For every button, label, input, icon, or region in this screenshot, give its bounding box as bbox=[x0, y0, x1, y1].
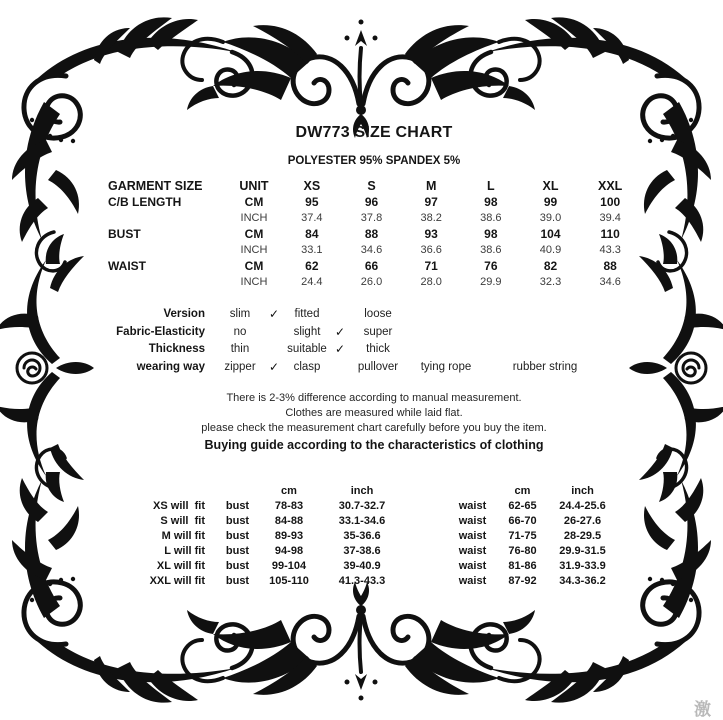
inch-range: 39-40.9 bbox=[343, 560, 381, 572]
fit-label: M will fit bbox=[161, 530, 205, 542]
size-value: 99 bbox=[543, 195, 558, 209]
waist-guide-row bbox=[445, 559, 620, 574]
size-value: 39.4 bbox=[599, 212, 621, 224]
cm-range: 76-80 bbox=[508, 545, 537, 557]
measure-label: waist bbox=[458, 530, 487, 542]
inch-range: 31.9-33.9 bbox=[559, 560, 606, 572]
size-value: 62 bbox=[305, 259, 319, 273]
size-column-header: M bbox=[425, 179, 437, 193]
unit-cell: INCH bbox=[240, 244, 268, 256]
waist-guide-row bbox=[445, 529, 620, 544]
page-title: DW773 SIZE CHART bbox=[295, 124, 453, 141]
size-column-header: S bbox=[367, 179, 376, 193]
size-value: 76 bbox=[484, 259, 498, 273]
attribute-row bbox=[108, 306, 640, 324]
attribute-label: Version bbox=[163, 308, 205, 320]
size-table-header-row bbox=[108, 178, 640, 194]
cm-column-header: cm bbox=[514, 485, 531, 497]
size-column-header: L bbox=[487, 179, 495, 193]
size-value: 100 bbox=[600, 195, 621, 209]
measurement-label: C/B LENGTH bbox=[108, 195, 182, 209]
inch-column-header: inch bbox=[571, 485, 594, 497]
size-value: 96 bbox=[364, 195, 379, 209]
size-value: 88 bbox=[364, 227, 379, 241]
cm-range: 99-104 bbox=[271, 560, 307, 572]
size-value: 33.1 bbox=[301, 244, 323, 256]
size-table-row bbox=[108, 226, 640, 242]
size-table-row bbox=[108, 274, 640, 290]
inch-range: 37-38.6 bbox=[343, 545, 381, 557]
buying-guide-section bbox=[108, 484, 620, 589]
attribute-option: slim bbox=[229, 308, 251, 320]
cm-column-header: cm bbox=[281, 485, 297, 497]
attribute-option: tying rope bbox=[420, 360, 472, 373]
size-column-header: XL bbox=[542, 179, 559, 193]
guide-header-row bbox=[108, 484, 406, 499]
inch-range: 28-29.5 bbox=[563, 530, 602, 542]
inch-range: 29.9-31.5 bbox=[559, 545, 606, 557]
measure-label: bust bbox=[225, 515, 250, 527]
note-line: Clothes are measured while laid flat. bbox=[285, 407, 463, 419]
guide-header-spacer bbox=[108, 484, 215, 499]
size-table-row bbox=[108, 242, 640, 258]
fit-label: S will fit bbox=[160, 515, 205, 527]
guide-header-spacer bbox=[215, 484, 260, 499]
attribute-row bbox=[108, 324, 640, 342]
bust-guide-row bbox=[108, 559, 406, 574]
unit-header: UNIT bbox=[239, 179, 269, 193]
attribute-option: no bbox=[233, 325, 247, 338]
guide-header-row bbox=[445, 484, 620, 499]
size-value: 82 bbox=[543, 259, 558, 273]
size-table-row bbox=[108, 258, 640, 274]
attributes-table bbox=[108, 306, 640, 376]
size-value: 98 bbox=[484, 195, 498, 209]
size-value: 98 bbox=[484, 227, 498, 241]
measure-label: bust bbox=[225, 500, 250, 512]
waist-guide-row bbox=[445, 574, 620, 589]
attribute-label: wearing way bbox=[136, 360, 205, 373]
size-value: 36.6 bbox=[420, 244, 442, 256]
size-value: 97 bbox=[424, 195, 438, 209]
attribute-option: fitted bbox=[294, 308, 320, 320]
unit-cell: INCH bbox=[240, 212, 268, 224]
cm-range: 89-93 bbox=[274, 530, 304, 542]
attribute-option: thin bbox=[230, 343, 250, 355]
bust-guide-table bbox=[108, 484, 406, 589]
cm-range: 78-83 bbox=[274, 500, 304, 512]
size-value: 24.4 bbox=[301, 276, 323, 288]
unit-cell: CM bbox=[244, 259, 264, 273]
measure-label: waist bbox=[458, 545, 487, 557]
size-table bbox=[108, 178, 640, 290]
size-column-header: XS bbox=[303, 179, 321, 193]
attribute-option: suitable bbox=[287, 343, 327, 355]
inch-range: 35-36.6 bbox=[343, 530, 381, 542]
measure-label: waist bbox=[458, 515, 487, 527]
attribute-label: Thickness bbox=[148, 343, 205, 355]
size-value: 34.6 bbox=[360, 244, 383, 256]
bust-guide-row bbox=[108, 529, 406, 544]
size-value: 88 bbox=[603, 259, 617, 273]
fit-label: XL will fit bbox=[156, 560, 205, 572]
note-line: There is 2-3% difference according to manual measurement. bbox=[226, 392, 522, 404]
checkmark-icon: ✓ bbox=[334, 324, 346, 339]
watermark-text: 激 bbox=[694, 700, 711, 719]
measurement-label bbox=[108, 242, 226, 258]
attribute-row bbox=[108, 359, 640, 377]
inch-range: 41.3-43.3 bbox=[338, 575, 386, 587]
size-value: 26.0 bbox=[360, 276, 383, 288]
attribute-option: rubber string bbox=[512, 360, 578, 373]
size-value: 104 bbox=[540, 227, 561, 241]
fit-label: L will fit bbox=[164, 545, 205, 557]
size-value: 32.3 bbox=[539, 276, 562, 288]
measure-label: bust bbox=[225, 530, 250, 542]
buying-guide-title: Buying guide according to the characteristics of clothing bbox=[204, 438, 544, 452]
size-column-header: XXL bbox=[598, 179, 623, 193]
unit-cell: INCH bbox=[240, 276, 268, 288]
notes-lines bbox=[108, 391, 640, 436]
size-value: 95 bbox=[305, 195, 319, 209]
fit-label: XXL will fit bbox=[149, 575, 205, 587]
size-value: 38.6 bbox=[480, 212, 502, 224]
size-value: 37.4 bbox=[301, 212, 323, 224]
waist-guide-row bbox=[445, 544, 620, 559]
cm-range: 84-88 bbox=[274, 515, 304, 527]
cm-range: 71-75 bbox=[508, 530, 537, 542]
unit-cell: CM bbox=[244, 227, 264, 241]
guide-header-spacer bbox=[445, 484, 500, 499]
measure-label: waist bbox=[458, 560, 487, 572]
inch-range: 30.7-32.7 bbox=[338, 500, 386, 512]
measurement-label bbox=[108, 274, 226, 290]
size-value: 84 bbox=[305, 227, 319, 241]
note-line: please check the measurement chart carefully before you buy the item. bbox=[201, 422, 547, 434]
attribute-option: zipper bbox=[224, 360, 256, 373]
measurement-label: WAIST bbox=[108, 259, 146, 273]
size-value: 40.9 bbox=[539, 244, 562, 256]
cm-range: 66-70 bbox=[508, 515, 537, 527]
attribute-option: thick bbox=[366, 343, 390, 355]
attribute-option: clasp bbox=[293, 360, 321, 373]
waist-guide-table bbox=[445, 484, 620, 589]
size-value: 38.6 bbox=[480, 244, 502, 256]
size-value: 43.3 bbox=[599, 244, 621, 256]
fit-label: XS will fit bbox=[153, 500, 205, 512]
size-value: 71 bbox=[424, 259, 438, 273]
size-value: 37.8 bbox=[360, 212, 383, 224]
size-value: 28.0 bbox=[420, 276, 442, 288]
attribute-option: loose bbox=[364, 308, 392, 320]
size-table-row bbox=[108, 194, 640, 210]
measure-label: bust bbox=[225, 545, 250, 557]
size-value: 110 bbox=[600, 227, 620, 241]
bust-guide-row bbox=[108, 574, 406, 589]
measurement-label bbox=[108, 210, 226, 226]
checkmark-icon: ✓ bbox=[268, 307, 280, 321]
bust-guide-row bbox=[108, 514, 406, 529]
attribute-option: pullover bbox=[357, 360, 399, 373]
cm-range: 105-110 bbox=[269, 575, 309, 587]
unit-cell: CM bbox=[244, 195, 264, 209]
fabric-composition: POLYESTER 95% SPANDEX 5% bbox=[287, 155, 461, 167]
size-table-row bbox=[108, 210, 640, 226]
notes-section bbox=[108, 391, 640, 454]
measure-label: waist bbox=[458, 575, 487, 587]
cm-range: 62-65 bbox=[508, 500, 537, 512]
measure-label: bust bbox=[225, 575, 250, 587]
bust-guide-row bbox=[108, 544, 406, 559]
checkmark-icon: ✓ bbox=[334, 342, 346, 356]
inch-range: 24.4-25.6 bbox=[559, 500, 606, 512]
attribute-option: super bbox=[363, 325, 393, 338]
inch-column-header: inch bbox=[350, 485, 374, 497]
size-value: 93 bbox=[424, 227, 438, 241]
size-value: 29.9 bbox=[480, 276, 502, 288]
measurement-label: BUST bbox=[108, 227, 141, 241]
waist-guide-row bbox=[445, 499, 620, 514]
cm-range: 87-92 bbox=[508, 575, 537, 587]
size-value: 39.0 bbox=[539, 212, 562, 224]
waist-guide-row bbox=[445, 514, 620, 529]
size-value: 34.6 bbox=[599, 276, 621, 288]
inch-range: 26-27.6 bbox=[563, 515, 602, 527]
cm-range: 94-98 bbox=[274, 545, 304, 557]
measure-label: bust bbox=[225, 560, 250, 572]
attribute-row bbox=[108, 341, 640, 359]
garment-size-header: GARMENT SIZE bbox=[108, 179, 203, 193]
attribute-label: Fabric-Elasticity bbox=[116, 325, 205, 338]
cm-range: 81-86 bbox=[508, 560, 537, 572]
bust-guide-row bbox=[108, 499, 406, 514]
size-value: 38.2 bbox=[420, 212, 442, 224]
size-value: 66 bbox=[364, 259, 379, 273]
attribute-option: slight bbox=[293, 325, 321, 338]
inch-range: 34.3-36.2 bbox=[559, 575, 606, 587]
inch-range: 33.1-34.6 bbox=[338, 515, 386, 527]
measure-label: waist bbox=[458, 500, 487, 512]
checkmark-icon: ✓ bbox=[268, 359, 280, 374]
